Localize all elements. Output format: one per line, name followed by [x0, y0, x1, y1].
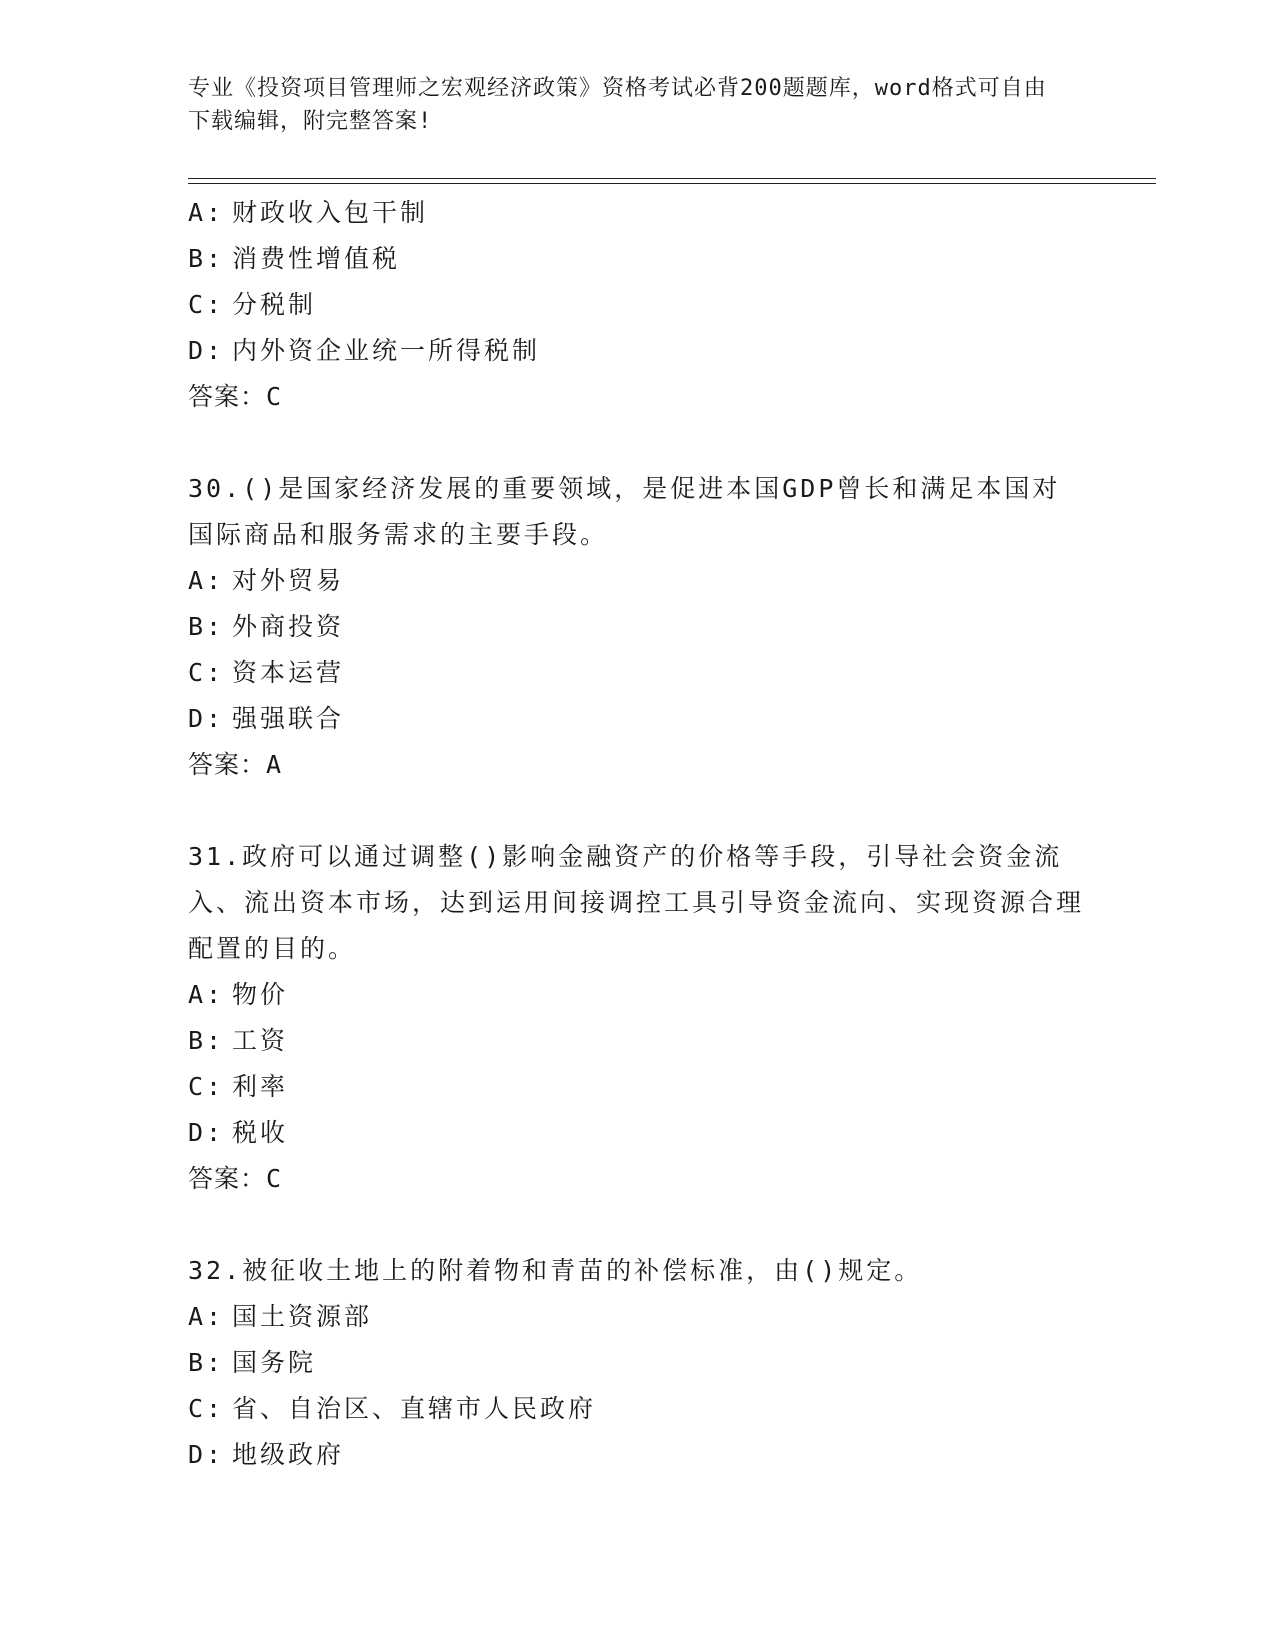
option-label: D:: [188, 336, 225, 365]
question-stem: 30.()是国家经济发展的重要领域，是促进本国GDP曾长和满足本国对国际商品和服务需求的主要手段。: [188, 474, 1061, 549]
option-label: C:: [188, 290, 225, 319]
question-stem: 32.被征收土地上的附着物和青苗的补偿标准，由()规定。: [188, 1256, 923, 1285]
document-header: 专业《投资项目管理师之宏观经济政策》资格考试必背200题题库，word格式可自由下载编辑，附完整答案!: [188, 76, 1047, 134]
option-text: 资本运营: [232, 658, 345, 687]
question-31: [188, 834, 1088, 1202]
header-rule-top: [188, 178, 1156, 179]
option-c: [188, 282, 1088, 328]
option-label: A:: [188, 980, 225, 1009]
option-label: D:: [188, 1440, 225, 1469]
option-a: [188, 190, 1088, 236]
answer-prefix: 答案：: [188, 750, 267, 779]
option-text: 分税制: [232, 290, 317, 319]
answer-value: C: [266, 382, 285, 411]
answer-value: C: [266, 1164, 285, 1193]
option-a: [188, 1294, 1088, 1340]
option-b: [188, 604, 1088, 650]
option-text: 外商投资: [232, 612, 345, 641]
option-label: C:: [188, 1394, 225, 1423]
option-text: 内外资企业统一所得税制: [232, 336, 541, 365]
option-c: [188, 1386, 1088, 1432]
option-label: B:: [188, 612, 225, 641]
option-d: [188, 696, 1088, 742]
option-d: [188, 1110, 1088, 1156]
question-stem: 31.政府可以通过调整()影响金融资产的价格等手段，引导社会资金流入、流出资本市场，达到运用间接调控工具引导资金流向、实现资源合理配置的目的。: [188, 842, 1085, 963]
option-text: 工资: [232, 1026, 289, 1055]
option-text: 省、自治区、直辖市人民政府: [232, 1394, 597, 1423]
option-b: [188, 1340, 1088, 1386]
answer-prefix: 答案：: [188, 1164, 267, 1193]
option-label: A:: [188, 1302, 225, 1331]
option-label: C:: [188, 658, 225, 687]
option-b: [188, 236, 1088, 282]
option-label: A:: [188, 566, 225, 595]
answer-line: [188, 742, 1088, 788]
option-d: [188, 1432, 1088, 1478]
answer-line: [188, 1156, 1088, 1202]
option-text: 财政收入包干制: [232, 198, 429, 227]
option-label: C:: [188, 1072, 225, 1101]
option-c: [188, 650, 1088, 696]
option-text: 税收: [232, 1118, 289, 1147]
option-d: [188, 328, 1088, 374]
answer-value: A: [266, 750, 285, 779]
option-text: 地级政府: [232, 1440, 345, 1469]
option-b: [188, 1018, 1088, 1064]
option-text: 国土资源部: [232, 1302, 373, 1331]
option-text: 物价: [232, 980, 289, 1009]
answer-line: [188, 374, 1088, 420]
option-c: [188, 1064, 1088, 1110]
option-label: B:: [188, 1026, 225, 1055]
header-rule-bottom: [188, 183, 1156, 184]
option-a: [188, 558, 1088, 604]
option-label: B:: [188, 1348, 225, 1377]
option-a: [188, 972, 1088, 1018]
option-label: B:: [188, 244, 225, 273]
option-text: 国务院: [232, 1348, 317, 1377]
option-text: 对外贸易: [232, 566, 345, 595]
option-text: 强强联合: [232, 704, 345, 733]
question-30: [188, 466, 1088, 788]
option-label: A:: [188, 198, 225, 227]
question-32: [188, 1248, 1088, 1478]
option-label: D:: [188, 1118, 225, 1147]
question-29: [188, 190, 1088, 420]
question-list: [188, 190, 1088, 1478]
option-text: 利率: [232, 1072, 289, 1101]
option-label: D:: [188, 704, 225, 733]
option-text: 消费性增值税: [232, 244, 401, 273]
answer-prefix: 答案：: [188, 382, 267, 411]
